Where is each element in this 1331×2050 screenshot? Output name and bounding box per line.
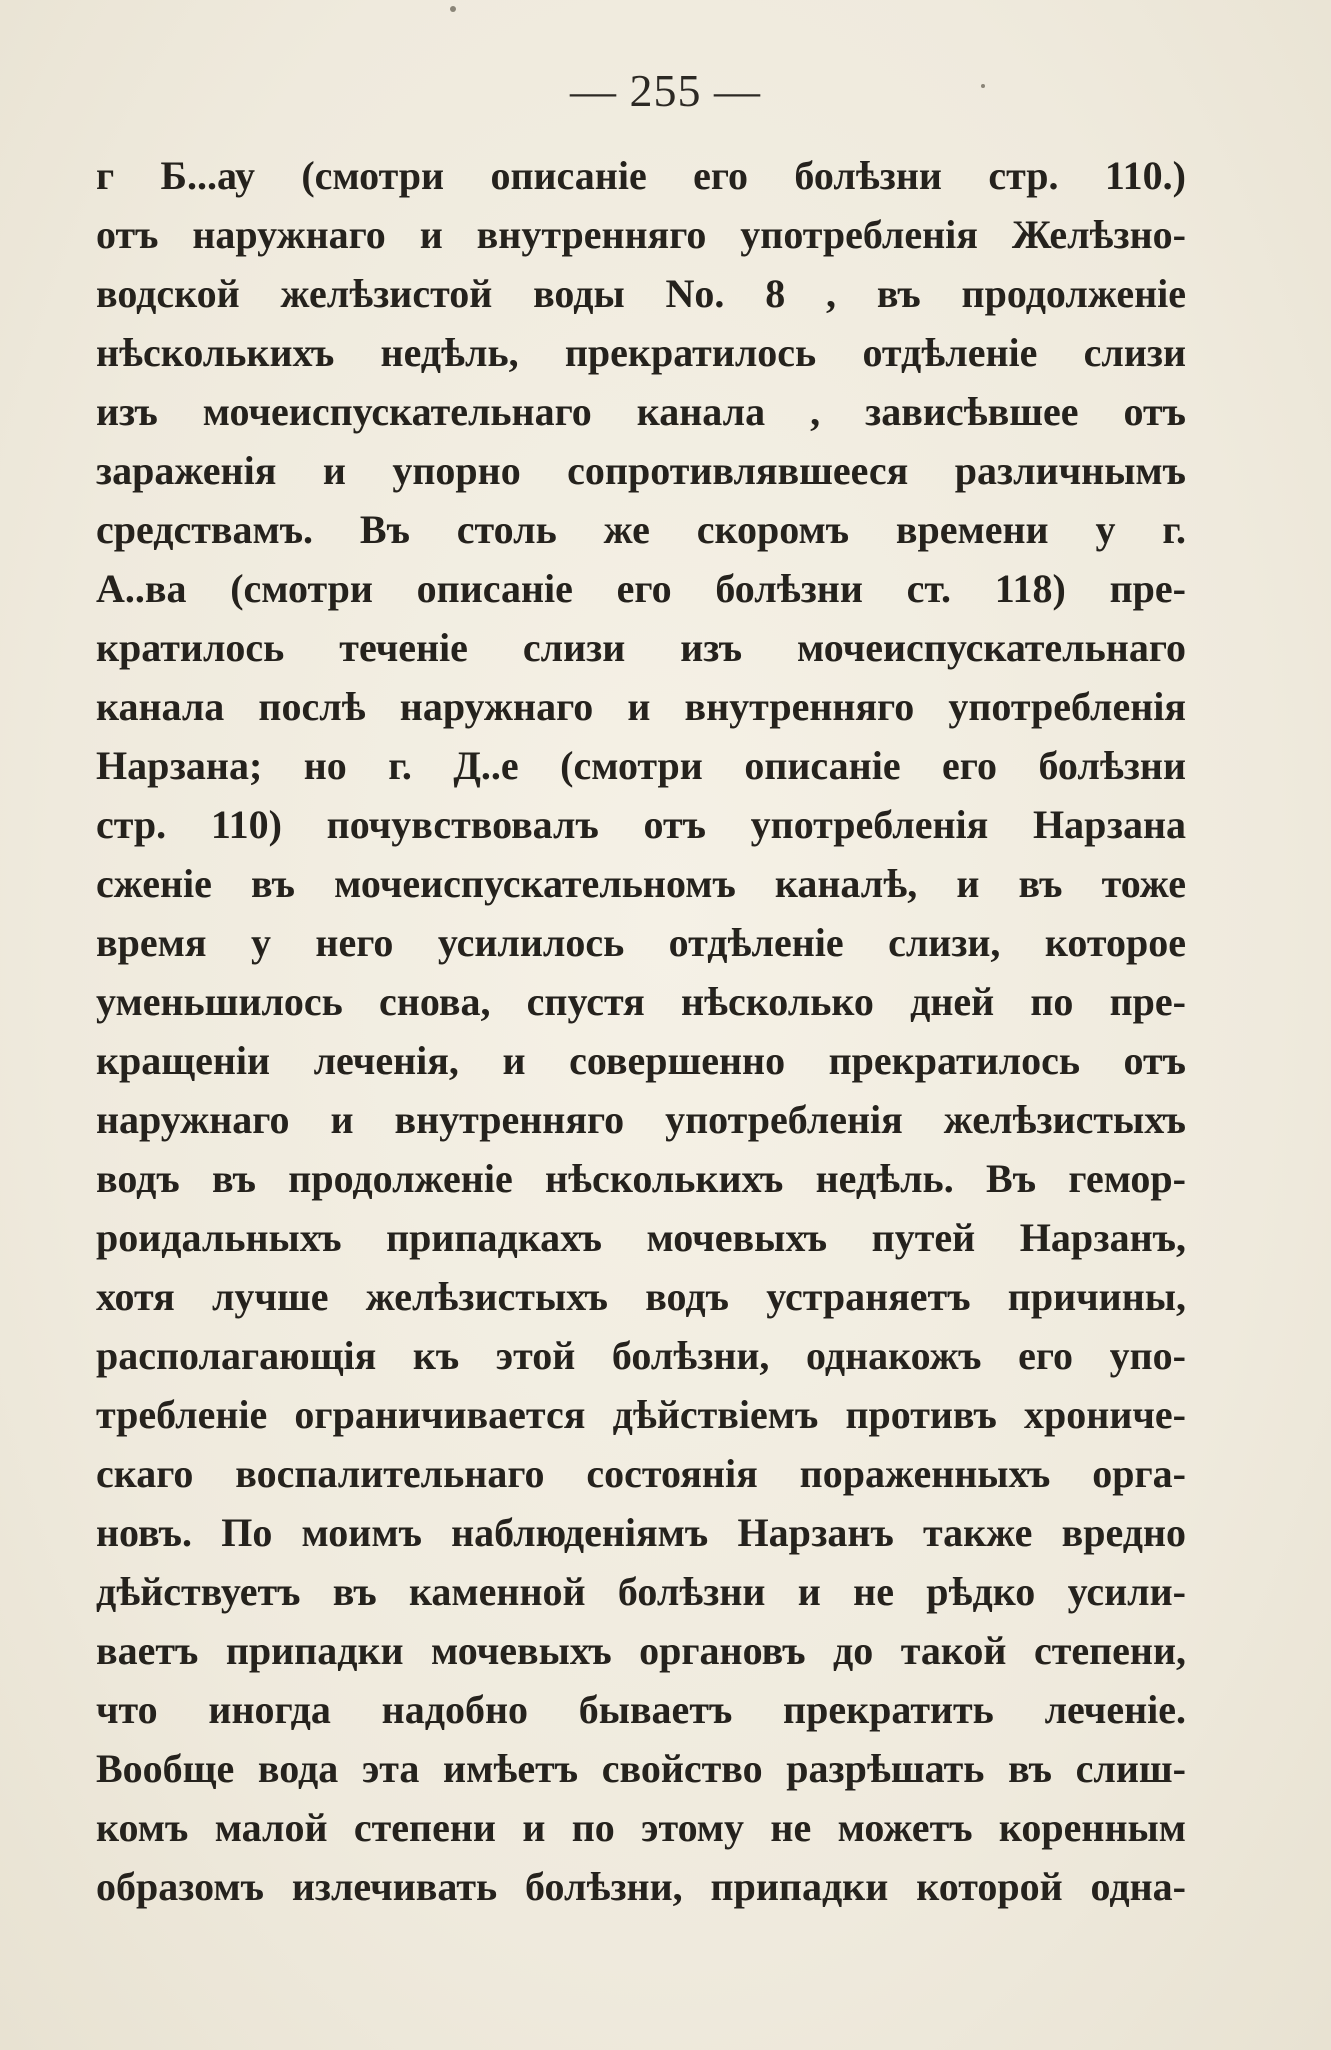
text-line: кращеніи леченія, и совершенно прекратилось отъ — [96, 1038, 1186, 1083]
text-line: наружнаго и внутренняго употребленія желѣзистыхъ — [96, 1097, 1186, 1142]
text-line: ваетъ припадки мочевыхъ органовъ до такой степени, — [96, 1628, 1186, 1673]
text-line: средствамъ. Въ столь же скоромъ времени у г. — [96, 507, 1186, 552]
text-line: г Б...ау (смотри описаніе его болѣзни стр. 110.) — [96, 153, 1186, 198]
text-line: что иногда надобно бываетъ прекратить леченіе. — [96, 1687, 1186, 1732]
page-body-text — [96, 146, 1186, 1916]
text-line: образомъ излечивать болѣзни, припадки которой одна- — [96, 1864, 1186, 1909]
text-line: водской желѣзистой воды No. 8 , въ продолженіе — [96, 271, 1186, 316]
text-line: А..ва (смотри описаніе его болѣзни ст. 118) пре- — [96, 566, 1186, 611]
text-line: новъ. По моимъ наблюденіямъ Нарзанъ также вредно — [96, 1510, 1186, 1555]
text-line: дѣйствуетъ въ каменной болѣзни и не рѣдко усили- — [96, 1569, 1186, 1614]
text-line: скаго воспалительнаго состоянія пораженныхъ орга- — [96, 1451, 1186, 1496]
page-number: — 255 — — [570, 65, 761, 116]
text-line: сженіе въ мочеиспускательномъ каналѣ, и въ тоже — [96, 861, 1186, 906]
text-line: комъ малой степени и по этому не можетъ коренным — [96, 1805, 1186, 1850]
text-line: изъ мочеиспускательнаго канала , зависѣвшее отъ — [96, 389, 1186, 434]
text-line: требленіе ограничивается дѣйствіемъ противъ хрониче- — [96, 1392, 1186, 1437]
text-line: хотя лучше желѣзистыхъ водъ устраняетъ причины, — [96, 1274, 1186, 1319]
text-line: уменьшилось снова, спустя нѣсколько дней по пре- — [96, 979, 1186, 1024]
paper-speck — [450, 6, 456, 12]
text-line: канала послѣ наружнаго и внутренняго употребленія — [96, 684, 1186, 729]
text-line: Вообще вода эта имѣетъ свойство разрѣшать въ слиш- — [96, 1746, 1186, 1791]
text-line: нѣсколькихъ недѣль, прекратилось отдѣленіе слизи — [96, 330, 1186, 375]
text-line: кратилось теченіе слизи изъ мочеиспускательнаго — [96, 625, 1186, 670]
text-line: время у него усилилось отдѣленіе слизи, которое — [96, 920, 1186, 965]
text-line: водъ въ продолженіе нѣсколькихъ недѣль. Въ гемор- — [96, 1156, 1186, 1201]
text-line: располагающія къ этой болѣзни, однакожъ его упо- — [96, 1333, 1186, 1378]
text-line: Нарзана; но г. Д..е (смотри описаніе его болѣзни — [96, 743, 1186, 788]
text-line: роидальныхъ припадкахъ мочевыхъ путей Нарзанъ, — [96, 1215, 1186, 1260]
text-line: отъ наружнаго и внутренняго употребленія Желѣзно- — [96, 212, 1186, 257]
text-line: зараженія и упорно сопротивлявшееся различнымъ — [96, 448, 1186, 493]
text-line: стр. 110) почувствовалъ отъ употребленія Нарзана — [96, 802, 1186, 847]
